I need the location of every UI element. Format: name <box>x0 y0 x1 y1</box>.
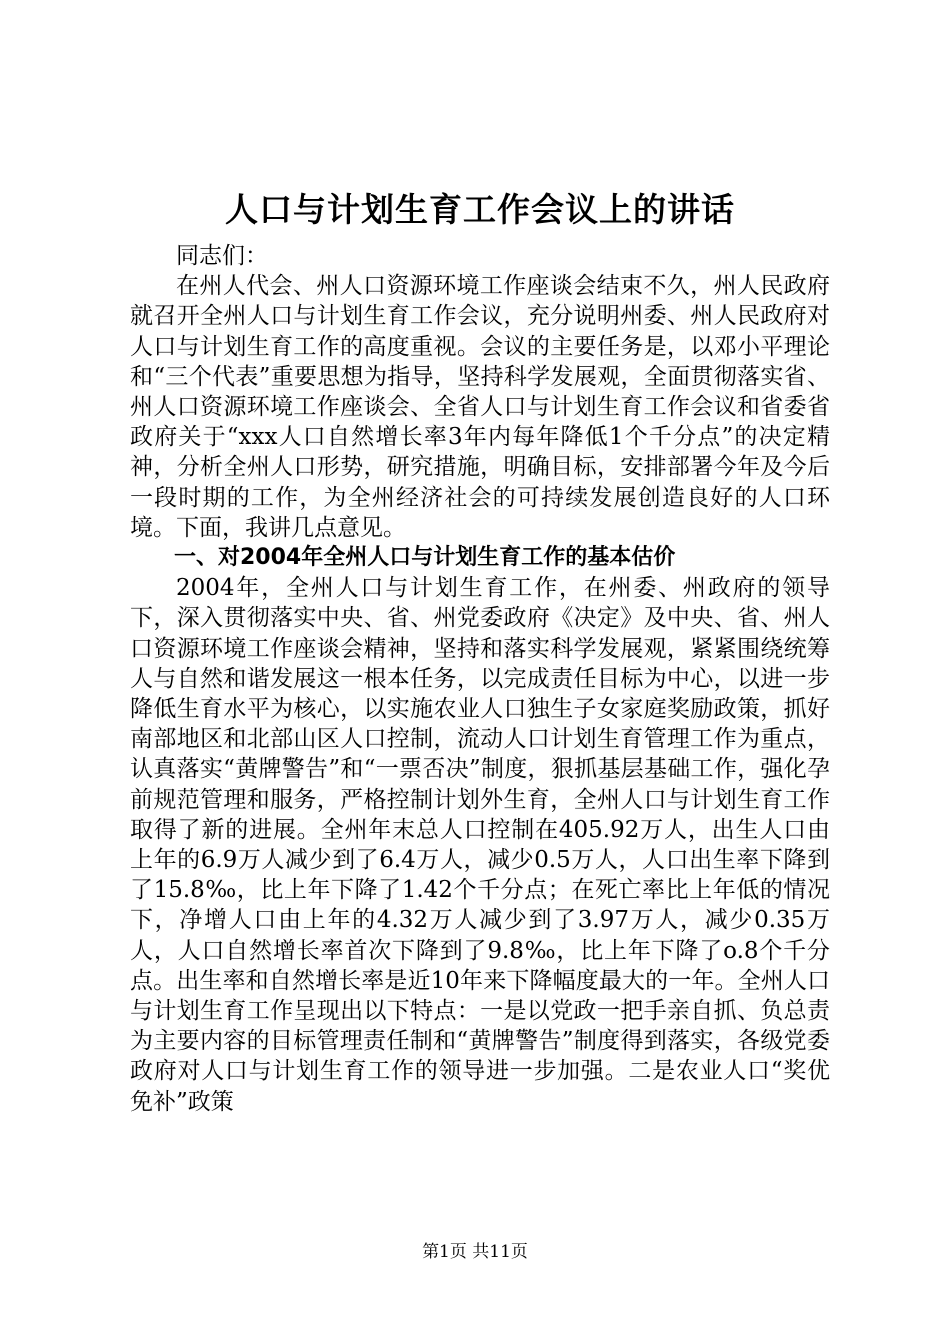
document-title: 人口与计划生育工作会议上的讲话 <box>225 190 735 229</box>
document-body <box>130 185 830 1117</box>
paragraph-section-1: 2004年，全州人口与计划生育工作，在州委、州政府的领导下，深入贯彻落实中央、省、州党委政府《决定》及中央、省、州人口资源环境工作座谈会精神，坚持和落实科学发展观，紧紧围绕统筹人与自然和谐发展这一根本任务，以完成责任目标为中心，以进一步降低生育水平为核心，以实施农业人口独生子女家庭奖励政策，抓好南部地区和北部山区人口控制，流动人口计划生育管理工作为重点，认真落实“黄牌警告”和“一票否决”制度，狠抓基层基础工作，强化孕前规范管理和服务，严格控制计划外生育，全州人口与计划生育工作取得了新的进展。全州年末总人口控制在405.92万人，出生人口由上年的6.9万人减少到了6.4万人，减少0.5万人，人口出生率下降到了15.8‰，比上年下降了1.42个千分点；在死亡率比上年低的情况下，净增人口由上年的4.32万人减少到了3.97万人，减少0.35万人，人口自然增长率首次下降到了9.8‰，比上年下降了o.8个千分点。出生率和自然增长率是近10年来下降幅度最大的一年。全州人口与计划生育工作呈现出以下特点：一是以党政一把手亲自抓、负总责为主要内容的目标管理责任制和“黄牌警告”制度得到落实，各级党委政府对人口与计划生育工作的领导进一步加强。二是农业人口“奖优免补”政策 <box>130 575 830 1115</box>
salutation: 同志们： <box>176 243 268 269</box>
paragraph-intro: 在州人代会、州人口资源环境工作座谈会结束不久，州人民政府就召开全州人口与计划生育工作会议，充分说明州委、州人民政府对人口与计划生育工作的高度重视。会议的主要任务是，以邓小平理论和“三个代表”重要思想为指导，坚持科学发展观，全面贯彻落实省、州人口资源环境工作座谈会、全省人口与计划生育工作会议和省委省政府关于“xxx人口自然增长率3年内每年降低1个千分点”的决定精神，分析全州人口形势，研究措施，明确目标，安排部署今年及今后一段时期的工作，为全州经济社会的可持续发展创造良好的人口环境。下面，我讲几点意见。 <box>130 273 830 541</box>
page-indicator: 第1页 共11页 <box>422 1242 528 1262</box>
section-heading-1: 一、对2004年全州人口与计划生育工作的基本估价 <box>174 545 676 571</box>
